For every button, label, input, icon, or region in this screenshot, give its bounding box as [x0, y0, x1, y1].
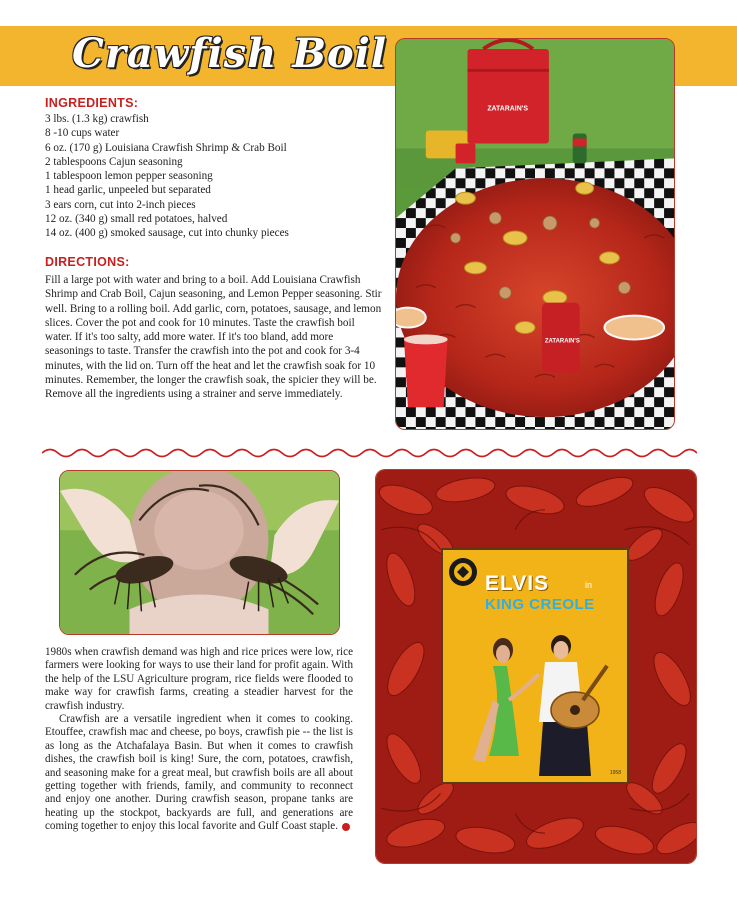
article-text: [45, 646, 353, 834]
wavy-divider: [42, 446, 697, 460]
directions-text: Fill a large pot with water and bring to a boil. Add Louisiana Crawfish Shrimp and Crab Boil, Cajun seasoning, and Lemon Pepper seasoning. Stir well. Bring to a rolling boil. Add garlic, corn, potatoes, sausage, and lemon slices. Cover the pot and cook for 10 minutes. Taste the crawfish boil water. If it's too salty, add more water. If it's too bland, add more seasonings to taste. Transfer the crawfish into the pot and cook for 3-4 minutes, with the lid on. Turn off the heat and let the crawfish soak for 10 minutes. Remember, the longer the crawfish soak, the spicier they will be. Remove all the ingredients using a strainer and serve immediately.: [45, 274, 382, 401]
article-paragraph: 1980s when crawfish demand was high and rice prices were low, rice farmers were looking for ways to use their land for profit again. With the help of the LSU Agriculture program, rice fields were flooded to make way for crawfish farms, creating a steadier harvest for the crawfish industry.: [45, 646, 353, 712]
movie-poster: [441, 548, 629, 784]
crawfish-spread-photo: [395, 38, 675, 430]
poster-title-in: in: [585, 580, 593, 590]
ingredient-item: 3 ears corn, cut into 2-inch pieces: [45, 198, 196, 211]
end-mark-icon: [342, 823, 350, 831]
ingredient-item: 1 tablespoon lemon pepper seasoning: [45, 170, 213, 183]
ingredients-list: [45, 112, 375, 241]
article-paragraph-text: Crawfish are a versatile ingredient when it comes to cooking. Etouffee, crawfish mac and cheese, po boys, crawfish pie -- the list is as long as the Atchafalaya Basin. But when it comes to crawfish dishes, the crawfish boil is king! Sure, the corn, potatoes, crawfish, and seasoning make for a great meal, but crawfish boils are all about getting together with friends, family, and community to reconnect and enjoy one another. During crawfish season, propane tanks are heating up the stockpot, backyards are full, and generations are coming together to enjoy this local favorite and Gulf Coast staple.: [45, 713, 353, 833]
ingredients-heading: INGREDIENTS:: [45, 96, 139, 110]
ingredient-item: 2 tablespoons Cajun seasoning: [45, 155, 183, 168]
cup-label: ZATARAIN'S: [544, 338, 580, 345]
page-title: Crawfish Boil: [72, 30, 388, 77]
ingredient-item: 14 oz. (400 g) smoked sausage, cut into chunky pieces: [45, 227, 289, 240]
article-paragraph: [45, 713, 353, 834]
ingredient-item: 1 head garlic, unpeeled but separated: [45, 184, 211, 197]
crawfish-held-photo: [59, 470, 340, 635]
poster-subtitle: KING CREOLE: [485, 596, 595, 613]
ingredient-item: 6 oz. (170 g) Louisiana Crawfish Shrimp & Crab Boil: [45, 141, 287, 154]
poster-code: 1958: [609, 770, 621, 776]
crawfish-spread-illustration: [396, 39, 674, 429]
bag-label: ZATARAIN'S: [487, 105, 529, 113]
directions-heading: DIRECTIONS:: [45, 255, 130, 269]
ingredient-item: 3 lbs. (1.3 kg) crawfish: [45, 113, 149, 125]
ingredient-item: 12 oz. (340 g) small red potatoes, halved: [45, 213, 228, 226]
crawfish-held-illustration: [60, 471, 339, 634]
ingredient-item: 8 -10 cups water: [45, 127, 120, 140]
poster-title: ELVIS: [485, 572, 550, 595]
